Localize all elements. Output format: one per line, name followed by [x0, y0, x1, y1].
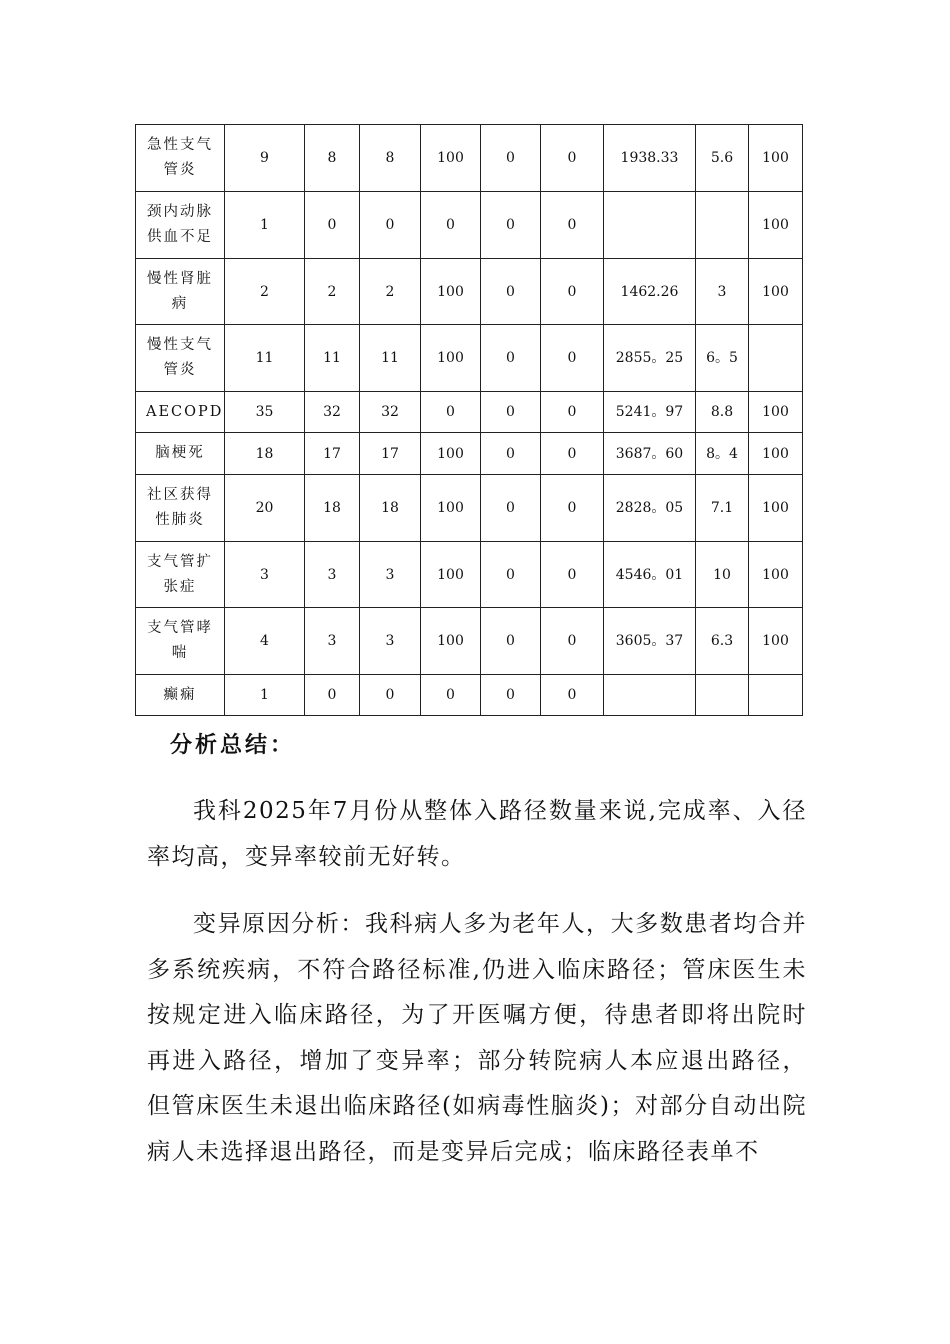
- table-cell: 0: [481, 192, 541, 259]
- table-cell: 100: [421, 608, 481, 675]
- disease-name-cell: 慢性支气管炎: [136, 325, 225, 392]
- table-cell: 100: [749, 433, 803, 475]
- table-cell: 3: [305, 542, 360, 608]
- table-cell: 3: [225, 542, 305, 608]
- disease-name-cell: 支气管哮喘: [136, 608, 225, 675]
- table-cell: 18: [360, 475, 421, 542]
- table-cell: 0: [481, 392, 541, 433]
- table-cell: 2: [360, 259, 421, 325]
- table-cell: 0: [541, 392, 604, 433]
- table-cell: [604, 192, 696, 259]
- table-cell: 0: [360, 192, 421, 259]
- table-cell: 1: [225, 675, 305, 716]
- table-cell: 0: [541, 125, 604, 192]
- table-cell: 32: [360, 392, 421, 433]
- table-cell: 2: [305, 259, 360, 325]
- table-cell: 6。5: [696, 325, 749, 392]
- clinical-pathway-table: [135, 124, 803, 716]
- variance-analysis-paragraph: 变异原因分析：我科病人多为老年人，大多数患者均合并多系统疾病，不符合路径标准,仍进入临床路径；管床医生未按规定进入临床路径，为了开医嘱方便，待患者即将出院时再进入路径，增加了变异率；部分转院病人本应退出路径，但管床医生未退出临床路径(如病毒性脑炎)；对部分自动出院病人未选择退出路径，而是变异后完成；临床路径表单不: [147, 911, 807, 1165]
- table-row: [136, 675, 803, 716]
- table-cell: 100: [749, 192, 803, 259]
- table-cell: 100: [421, 433, 481, 475]
- table-cell: 3: [360, 542, 421, 608]
- table-cell: 4: [225, 608, 305, 675]
- table-cell: 100: [421, 125, 481, 192]
- table-cell: 0: [481, 259, 541, 325]
- table-cell: [604, 675, 696, 716]
- disease-name-cell: 急性支气管炎: [136, 125, 225, 192]
- table-cell: 3687。60: [604, 433, 696, 475]
- table-row: [136, 192, 803, 259]
- table-cell: [696, 675, 749, 716]
- table-cell: 0: [305, 675, 360, 716]
- table-cell: 2828。05: [604, 475, 696, 542]
- table-cell: 10: [696, 542, 749, 608]
- table-cell: 100: [421, 475, 481, 542]
- table-cell: 0: [481, 542, 541, 608]
- table-cell: 0: [541, 675, 604, 716]
- table-cell: [749, 325, 803, 392]
- table-cell: 5241。97: [604, 392, 696, 433]
- table-cell: 100: [749, 259, 803, 325]
- table-cell: 8: [305, 125, 360, 192]
- table-row: [136, 433, 803, 475]
- table-row: [136, 542, 803, 608]
- table-cell: 8: [360, 125, 421, 192]
- table-cell: 8。4: [696, 433, 749, 475]
- table-cell: 0: [481, 325, 541, 392]
- table-cell: 18: [225, 433, 305, 475]
- table-row: [136, 475, 803, 542]
- table-cell: [696, 192, 749, 259]
- table-row: [136, 392, 803, 433]
- table-cell: 8.8: [696, 392, 749, 433]
- table-cell: 0: [305, 192, 360, 259]
- disease-name-cell: 癫痫: [136, 675, 225, 716]
- table-cell: 0: [541, 192, 604, 259]
- table-cell: 32: [305, 392, 360, 433]
- table-cell: 0: [481, 608, 541, 675]
- table-cell: 0: [421, 392, 481, 433]
- summary-paragraph: 我科2025年7月份从整体入路径数量来说,完成率、入径率均高，变异率较前无好转。: [147, 798, 807, 870]
- table-cell: 0: [481, 475, 541, 542]
- table-cell: 6.3: [696, 608, 749, 675]
- table-cell: 0: [541, 259, 604, 325]
- section-heading: 分析总结：: [170, 733, 296, 758]
- table-cell: 1462.26: [604, 259, 696, 325]
- table-cell: 100: [421, 259, 481, 325]
- table-cell: 3: [696, 259, 749, 325]
- table-cell: 4546。01: [604, 542, 696, 608]
- table-cell: 100: [749, 392, 803, 433]
- table-cell: 2: [225, 259, 305, 325]
- table-cell: 100: [749, 608, 803, 675]
- table-cell: 1938.33: [604, 125, 696, 192]
- table-cell: 0: [481, 433, 541, 475]
- disease-name-cell: 社区获得性肺炎: [136, 475, 225, 542]
- table-cell: 11: [225, 325, 305, 392]
- table-cell: 1: [225, 192, 305, 259]
- table-cell: 11: [305, 325, 360, 392]
- table-cell: 3605。37: [604, 608, 696, 675]
- table-cell: 0: [541, 325, 604, 392]
- table-cell: 0: [481, 675, 541, 716]
- table-row: [136, 125, 803, 192]
- table-cell: 35: [225, 392, 305, 433]
- table-cell: 100: [749, 475, 803, 542]
- disease-name-cell: 脑梗死: [136, 433, 225, 475]
- table-cell: 100: [749, 125, 803, 192]
- table-cell: 3: [360, 608, 421, 675]
- table-row: [136, 608, 803, 675]
- table-cell: 0: [421, 192, 481, 259]
- disease-name-cell: AECOPD: [136, 392, 225, 433]
- table-cell: 0: [541, 433, 604, 475]
- table-row: [136, 325, 803, 392]
- table-cell: 100: [421, 325, 481, 392]
- table-cell: 0: [481, 125, 541, 192]
- table-cell: 0: [541, 608, 604, 675]
- table-cell: 100: [421, 542, 481, 608]
- table-cell: 17: [360, 433, 421, 475]
- table-cell: 0: [360, 675, 421, 716]
- table-cell: 5.6: [696, 125, 749, 192]
- table-cell: 7.1: [696, 475, 749, 542]
- table-row: [136, 259, 803, 325]
- disease-name-cell: 慢性肾脏病: [136, 259, 225, 325]
- table-cell: 3: [305, 608, 360, 675]
- table-cell: 2855。25: [604, 325, 696, 392]
- table-cell: 20: [225, 475, 305, 542]
- table-cell: 100: [749, 542, 803, 608]
- table-cell: [749, 675, 803, 716]
- disease-name-cell: 颈内动脉供血不足: [136, 192, 225, 259]
- table-cell: 0: [541, 542, 604, 608]
- table-cell: 0: [541, 475, 604, 542]
- table-cell: 0: [421, 675, 481, 716]
- disease-name-cell: 支气管扩张症: [136, 542, 225, 608]
- table-cell: 9: [225, 125, 305, 192]
- table-cell: 11: [360, 325, 421, 392]
- table-cell: 17: [305, 433, 360, 475]
- table-cell: 18: [305, 475, 360, 542]
